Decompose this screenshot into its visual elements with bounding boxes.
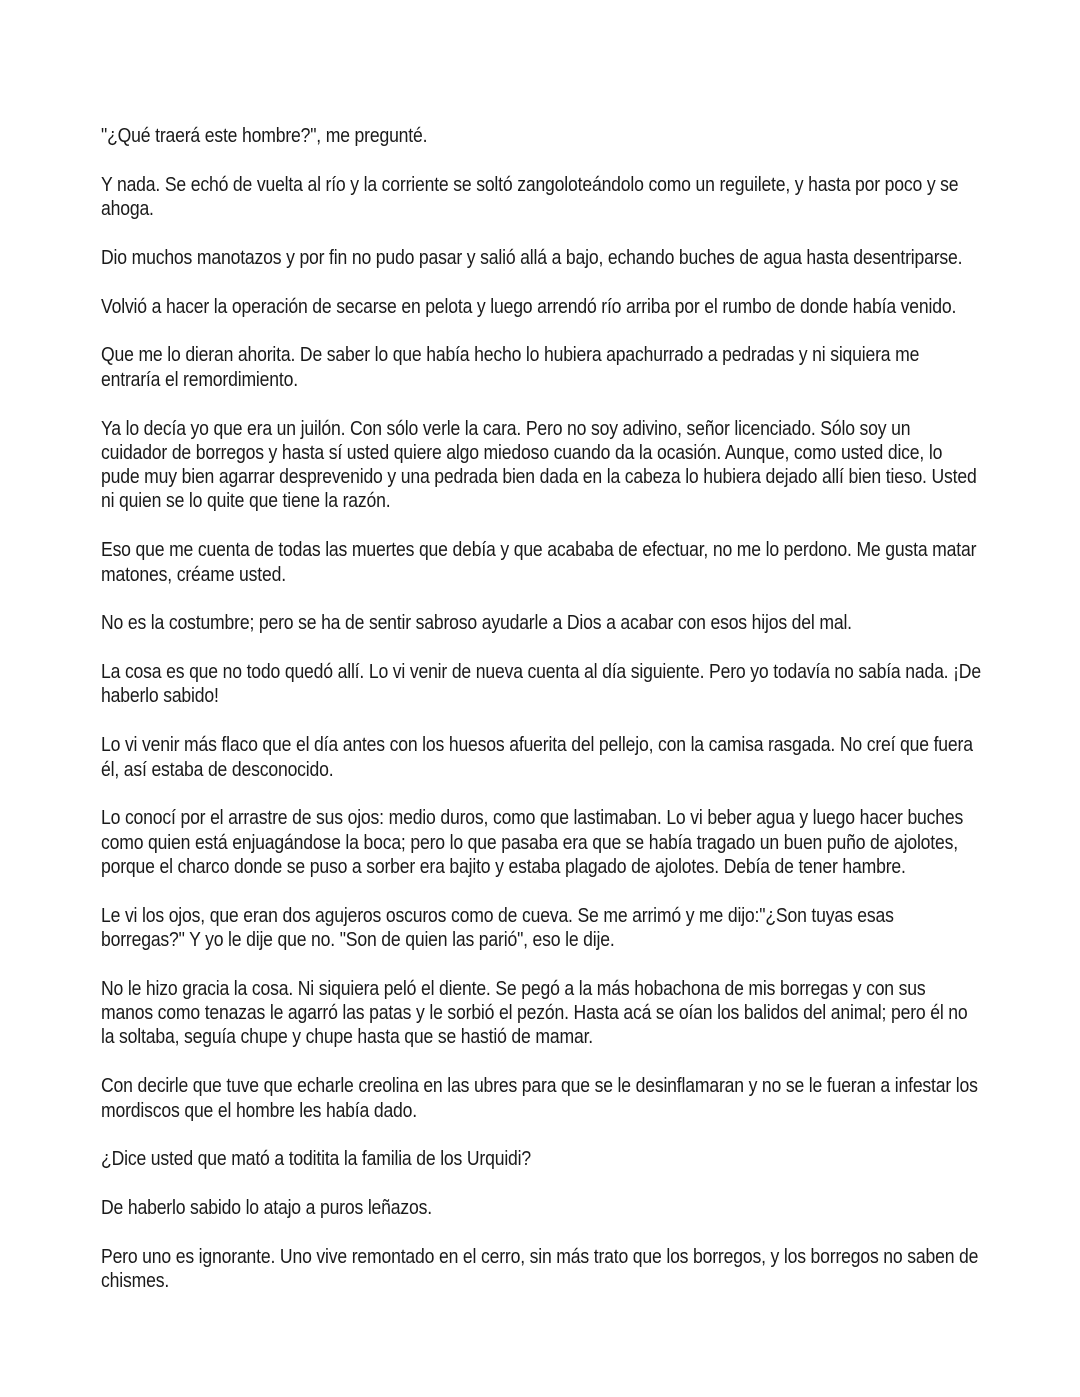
paragraph — [101, 246, 981, 270]
paragraph — [101, 904, 981, 953]
paragraph — [101, 173, 981, 222]
paragraph-text: Eso que me cuenta de todas las muertes que debía y que acababa de efectuar, no me lo perdono. Me gusta matar matones, créame usted. — [101, 539, 977, 586]
paragraph — [101, 1147, 981, 1171]
document-page — [101, 124, 981, 1318]
paragraph-text: Dio muchos manotazos y por fin no pudo pasar y salió allá a bajo, echando buches de agua hasta desentriparse. — [101, 246, 963, 269]
paragraph — [101, 611, 981, 635]
paragraph-text: Lo conocí por el arrastre de sus ojos: medio duros, como que lastimaban. Lo vi beber agua y luego hacer buches como quien está enjuagándose la boca; pero lo que pasaba era que se había tragado un buen puño de ajolotes, porque el charco donde se puso a sorber era bajito y estaba plagado de ajolotes. Debía de tener hambre. — [101, 807, 964, 878]
paragraph-text: No le hizo gracia la cosa. Ni siquiera peló el diente. Se pegó a la más hobachona de mis borregas y con sus manos como tenazas le agarró las patas y le sorbió el pezón. Hasta acá se oían los balidos del animal; pero él no la soltaba, seguía chupe y chupe hasta que se hastió de mamar. — [101, 977, 968, 1049]
paragraph-text: Ya lo decía yo que era un juilón. Con sólo verle la cara. Pero no soy adivino, señor licenciado. Sólo soy un cuidador de borregos y hasta sí usted quiere algo miedoso cuando da la ocasión. Aunque, como usted dice, lo pude muy bien agarrar desprevenido y una pedrada bien dada en la cabeza lo hubiera dejado allí bien tieso. Usted ni quien se lo quite que tiene la razón. — [101, 417, 977, 513]
paragraph-text: Y nada. Se echó de vuelta al río y la corriente se soltó zangoloteándolo como un reguilete, y hasta por poco y se ahoga. — [101, 173, 959, 221]
paragraph-text: Con decirle que tuve que echarle creolina en las ubres para que se le desinflamaran y no se le fueran a infestar los mordiscos que el hombre les había dado. — [101, 1075, 978, 1122]
paragraph — [101, 417, 981, 514]
paragraph-text: Pero uno es ignorante. Uno vive remontado en el cerro, sin más trato que los borregos, y los borregos no saben de chismes. — [101, 1245, 979, 1293]
paragraph-text: ¿Dice usted que mató a toditita la familia de los Urquidi? — [101, 1148, 532, 1171]
paragraph — [101, 295, 981, 319]
paragraph-text: "¿Qué traerá este hombre?", me pregunté. — [101, 125, 428, 147]
paragraph-text: Lo vi venir más flaco que el día antes con los huesos afuerita del pellejo, con la camisa rasgada. No creí que fuera él, así estaba de desconocido. — [101, 734, 973, 781]
paragraph — [101, 124, 981, 148]
paragraph-text: Le vi los ojos, que eran dos agujeros oscuros como de cueva. Se me arrimó y me dijo:"¿Son tuyas esas borregas?" Y yo le dije que no. "Son de quien las parió", eso le dije. — [101, 904, 894, 952]
paragraph-text: Volvió a hacer la operación de secarse en pelota y luego arrendó río arriba por el rumbo de donde había venido. — [101, 295, 957, 318]
paragraph — [101, 538, 981, 587]
paragraph — [101, 1196, 981, 1220]
paragraph-text: Que me lo dieran ahorita. De saber lo que había hecho lo hubiera apachurrado a pedradas y ni siquiera me entraría el remordimiento. — [101, 344, 920, 391]
paragraph — [101, 343, 981, 392]
paragraph — [101, 1074, 981, 1123]
paragraph — [101, 733, 981, 782]
paragraph-text: De haberlo sabido lo atajo a puros leñazos. — [101, 1197, 432, 1220]
paragraph-text: La cosa es que no todo quedó allí. Lo vi venir de nueva cuenta al día siguiente. Pero yo todavía no sabía nada. ¡De haberlo sabido! — [101, 661, 981, 708]
paragraph — [101, 806, 981, 879]
paragraph — [101, 660, 981, 709]
paragraph — [101, 977, 981, 1050]
paragraph — [101, 1245, 981, 1294]
paragraph-text: No es la costumbre; pero se ha de sentir sabroso ayudarle a Dios a acabar con esos hijos del mal. — [101, 612, 852, 635]
